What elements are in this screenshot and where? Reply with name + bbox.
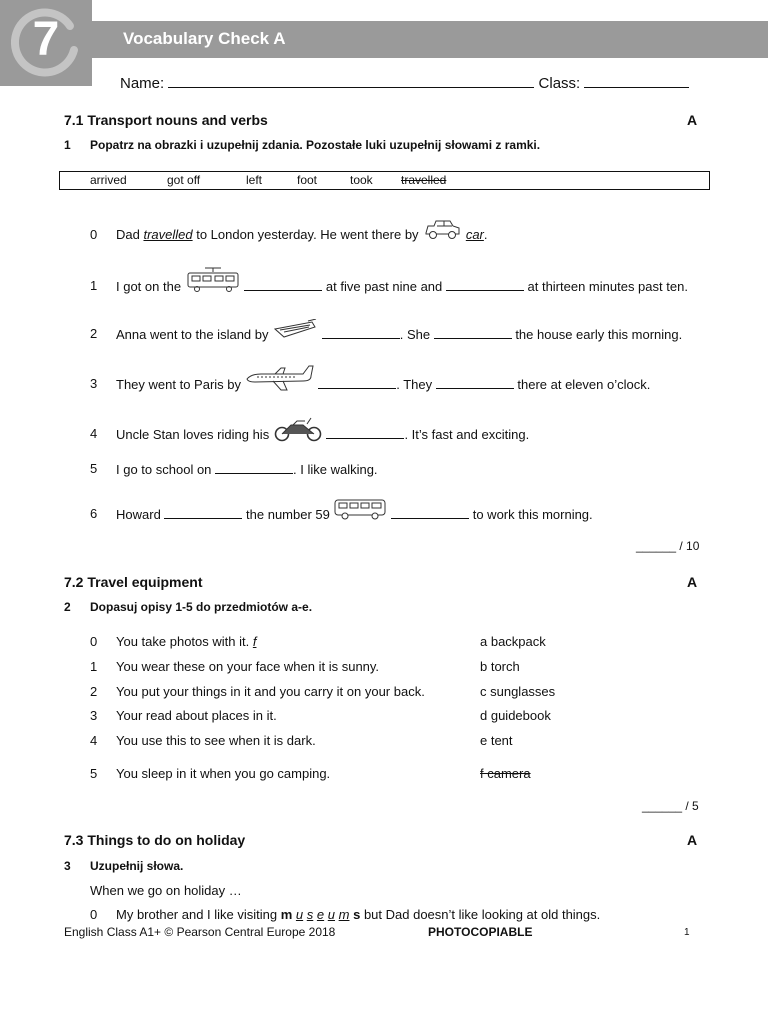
example-answer: f — [252, 634, 257, 649]
unit-badge — [0, 0, 92, 86]
item-number: 2 — [90, 326, 98, 341]
answer-blank[interactable] — [215, 461, 293, 474]
transport-item-2: Anna went to the island by . She the house early this morning. — [116, 326, 682, 342]
given-letter: m — [280, 907, 293, 922]
item-number: 5 — [90, 461, 98, 476]
filled-letter: u — [327, 907, 335, 922]
task-3-intro: When we go on holiday … — [90, 883, 242, 898]
section-3-version: A — [687, 832, 698, 848]
equipment-option-used: f camera — [480, 766, 531, 781]
item-number: 2 — [90, 684, 98, 699]
filled-letter: e — [316, 907, 325, 922]
word-box — [59, 171, 710, 190]
word-box-item: left — [246, 173, 263, 187]
task-2-instruction: Dopasuj opisy 1-5 do przedmiotów a-e. — [90, 600, 313, 614]
name-class-line — [120, 73, 689, 92]
section-1-score: ______ / 10 — [636, 539, 700, 553]
item-number: 1 — [90, 278, 98, 293]
transport-item-0: Dad travelled to London yesterday. He went there by car. — [116, 227, 488, 242]
answer-blank[interactable] — [322, 326, 400, 339]
example-answer: travelled — [143, 227, 193, 242]
class-field[interactable] — [584, 73, 689, 88]
plane-icon — [245, 364, 315, 392]
transport-item-3: They went to Paris by . They there at eleven o’clock. — [116, 376, 650, 392]
equipment-item-2: You put your things in it and you carry it on your back. — [116, 684, 425, 699]
item-number: 5 — [90, 766, 98, 781]
item-number: 0 — [90, 907, 98, 922]
equipment-item-1: You wear these on your face when it is sunny. — [116, 659, 380, 674]
word-box-item: foot — [297, 173, 318, 187]
section-1-version: A — [687, 112, 698, 128]
unit-number: 7 — [32, 13, 60, 66]
boat-icon — [272, 319, 318, 341]
word-box-item: arrived — [90, 173, 127, 187]
answer-blank[interactable] — [434, 326, 512, 339]
item-number: 4 — [90, 733, 98, 748]
title-bar — [92, 21, 768, 58]
answer-blank[interactable] — [391, 506, 469, 519]
photocopiable-label: PHOTOCOPIABLE — [428, 925, 533, 939]
word-box-item-used: travelled — [401, 173, 447, 187]
equipment-item-0: You take photos with it. f — [116, 634, 257, 649]
answer-blank[interactable] — [326, 426, 404, 439]
name-field[interactable] — [168, 73, 534, 88]
equipment-option: e tent — [480, 733, 513, 748]
bus-icon — [333, 497, 387, 521]
filled-letter: m — [338, 907, 350, 922]
filled-letter: s — [306, 907, 314, 922]
car-icon — [422, 217, 462, 241]
task-1-instruction: Popatrz na obrazki i uzupełnij zdania. Pozostałe luki uzupełnij słowami z ramki. — [90, 138, 541, 152]
given-letter: s — [353, 907, 361, 922]
section-1-heading: 7.1 Transport nouns and verbs — [64, 112, 268, 128]
section-2-heading: 7.2 Travel equipment — [64, 574, 203, 590]
task-3-instruction: Uzupełnij słowa. — [90, 859, 184, 873]
filled-letter: u — [295, 907, 304, 922]
answer-blank[interactable] — [318, 376, 396, 389]
section-2-score: ______ / 5 — [642, 799, 699, 813]
item-number: 0 — [90, 227, 98, 242]
equipment-item-4: You use this to see when it is dark. — [116, 733, 316, 748]
class-label: Class: — [538, 75, 581, 92]
equipment-item-5: You sleep in it when you go camping. — [116, 766, 331, 781]
section-3-heading: 7.3 Things to do on holiday — [64, 832, 246, 848]
item-number: 4 — [90, 426, 98, 441]
page-title: Vocabulary Check A — [123, 29, 286, 48]
answer-blank[interactable] — [164, 506, 242, 519]
transport-item-4: Uncle Stan loves riding his . It’s fast and exciting. — [116, 426, 529, 442]
motorbike-icon — [273, 416, 323, 442]
item-number: 6 — [90, 506, 98, 521]
task-3-number: 3 — [64, 859, 71, 873]
word-box-item: took — [350, 173, 373, 187]
equipment-option: a backpack — [480, 634, 546, 649]
holiday-item-0: My brother and I like visiting m u s e u m s but Dad doesn’t like looking at old things. — [116, 907, 601, 922]
equipment-item-3: Your read about places in it. — [116, 708, 277, 723]
equipment-option: c sunglasses — [480, 684, 556, 699]
answer-blank[interactable] — [446, 278, 524, 291]
word-box-item: got off — [167, 173, 201, 187]
item-number: 1 — [90, 659, 98, 674]
transport-item-1: I got on the at five past nine and at thirteen minutes past ten. — [116, 278, 688, 294]
item-number: 3 — [90, 708, 98, 723]
item-number: 3 — [90, 376, 98, 391]
tram-icon — [185, 267, 241, 293]
answer-blank[interactable] — [244, 278, 322, 291]
task-2-number: 2 — [64, 600, 71, 614]
name-label: Name: — [120, 75, 165, 92]
equipment-option: d guidebook — [480, 708, 551, 723]
item-number: 0 — [90, 634, 98, 649]
section-2-version: A — [687, 574, 698, 590]
equipment-option: b torch — [480, 659, 520, 674]
copyright: English Class A1+ © Pearson Central Europe 2018 — [64, 925, 336, 939]
transport-item-5: I go to school on . I like walking. — [116, 462, 378, 477]
example-answer: car — [465, 227, 484, 242]
page-number: 1 — [684, 927, 690, 938]
answer-blank[interactable] — [436, 376, 514, 389]
transport-item-6: Howard the number 59 to work this morning. — [116, 506, 593, 522]
task-1-number: 1 — [64, 138, 71, 152]
